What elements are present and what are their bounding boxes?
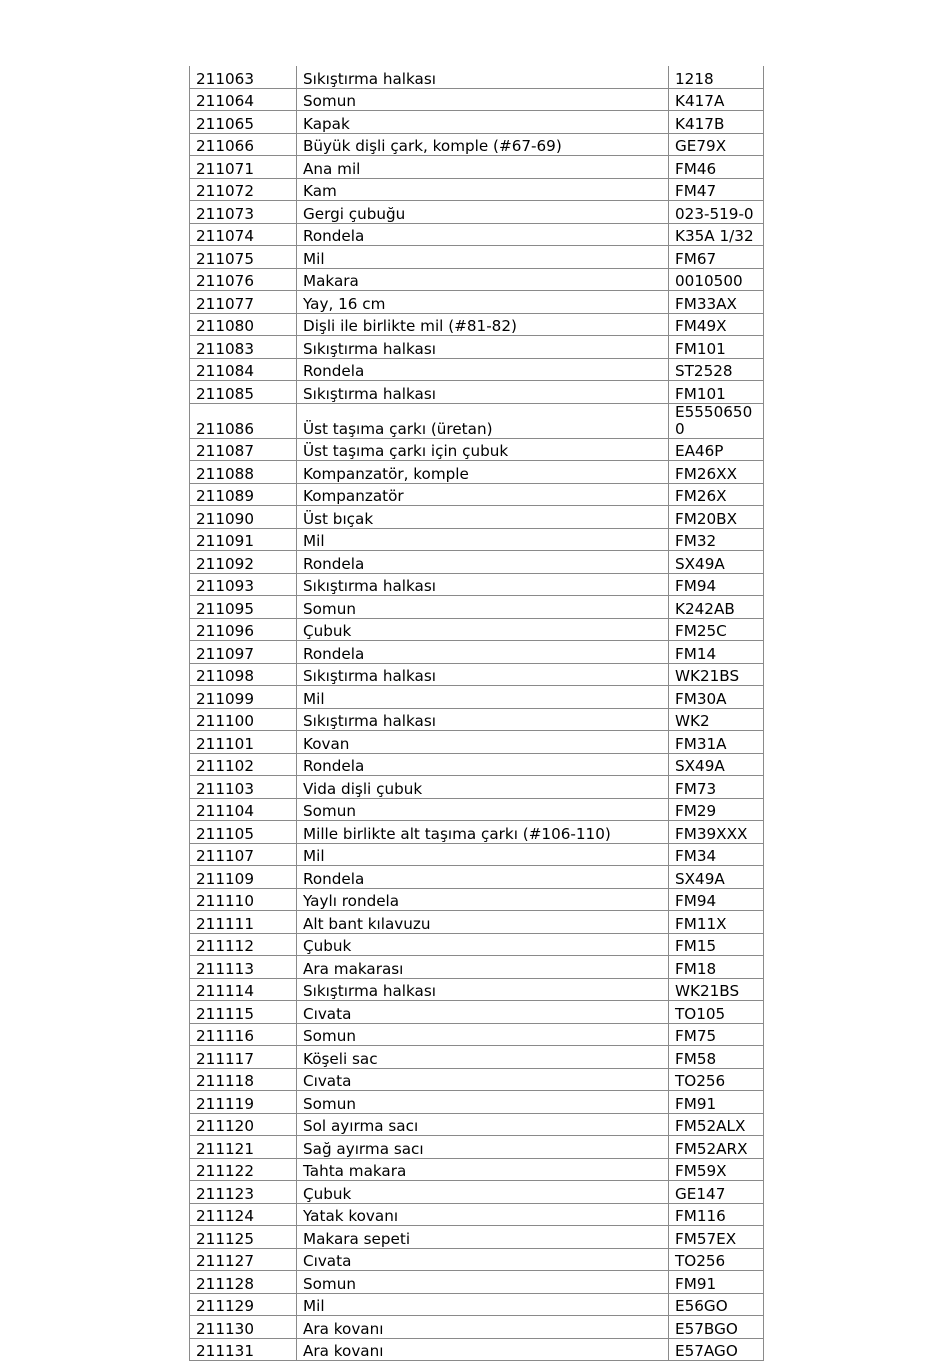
table-row xyxy=(190,1158,764,1181)
part-code-cell: ST2528 xyxy=(669,358,764,381)
part-number-cell: 211099 xyxy=(190,686,297,709)
table-row xyxy=(190,888,764,911)
part-code-cell: FM46 xyxy=(669,156,764,179)
part-name-cell: Üst taşıma çarkı için çubuk xyxy=(297,438,669,461)
part-number-cell: 211113 xyxy=(190,956,297,979)
table-row xyxy=(190,1293,764,1316)
part-number-cell: 211102 xyxy=(190,753,297,776)
part-code-cell: FM94 xyxy=(669,573,764,596)
table-row xyxy=(190,66,764,88)
part-name-cell: Mil xyxy=(297,686,669,709)
table-row xyxy=(190,461,764,484)
part-name-cell: Somun xyxy=(297,1023,669,1046)
part-name-cell: Ara makarası xyxy=(297,956,669,979)
part-code-cell: FM32 xyxy=(669,528,764,551)
part-code-cell: FM31A xyxy=(669,731,764,754)
part-code-cell: 0010500 xyxy=(669,268,764,291)
part-name-cell: Mil xyxy=(297,1293,669,1316)
table-row xyxy=(190,201,764,224)
part-number-cell: 211065 xyxy=(190,111,297,134)
part-number-cell: 211110 xyxy=(190,888,297,911)
part-name-cell: Kompanzatör, komple xyxy=(297,461,669,484)
table-row xyxy=(190,1136,764,1159)
part-code-cell: FM49X xyxy=(669,313,764,336)
part-name-cell: Makara xyxy=(297,268,669,291)
part-number-cell: 211090 xyxy=(190,506,297,529)
part-code-cell: K417A xyxy=(669,88,764,111)
part-number-cell: 211117 xyxy=(190,1046,297,1069)
part-code-cell: FM25C xyxy=(669,618,764,641)
part-code-cell: FM29 xyxy=(669,798,764,821)
part-code-cell: FM26X xyxy=(669,483,764,506)
part-code-cell: WK2 xyxy=(669,708,764,731)
part-code-cell: FM11X xyxy=(669,911,764,934)
part-number-cell: 211105 xyxy=(190,821,297,844)
part-number-cell: 211091 xyxy=(190,528,297,551)
part-code-cell: TO256 xyxy=(669,1068,764,1091)
part-name-cell: Mil xyxy=(297,843,669,866)
part-code-cell: FM52ALX xyxy=(669,1113,764,1136)
part-number-cell: 211098 xyxy=(190,663,297,686)
table-row xyxy=(190,1203,764,1226)
part-code-cell: FM67 xyxy=(669,246,764,269)
table-row xyxy=(190,978,764,1001)
part-number-cell: 211074 xyxy=(190,223,297,246)
part-code-cell: GE147 xyxy=(669,1181,764,1204)
table-row xyxy=(190,596,764,619)
table-row xyxy=(190,483,764,506)
part-number-cell: 211071 xyxy=(190,156,297,179)
table-row xyxy=(190,178,764,201)
table-row xyxy=(190,268,764,291)
part-number-cell: 211111 xyxy=(190,911,297,934)
part-code-cell: K242AB xyxy=(669,596,764,619)
table-row xyxy=(190,551,764,574)
part-number-cell: 211085 xyxy=(190,381,297,404)
table-row xyxy=(190,438,764,461)
part-code-cell: FM73 xyxy=(669,776,764,799)
part-name-cell: Somun xyxy=(297,798,669,821)
part-number-cell: 211112 xyxy=(190,933,297,956)
part-number-cell: 211116 xyxy=(190,1023,297,1046)
part-name-cell: Sağ ayırma sacı xyxy=(297,1136,669,1159)
part-name-cell: Yatak kovanı xyxy=(297,1203,669,1226)
part-code-cell: SX49A xyxy=(669,866,764,889)
part-name-cell: Sıkıştırma halkası xyxy=(297,663,669,686)
part-name-cell: Rondela xyxy=(297,753,669,776)
part-code-cell: FM91 xyxy=(669,1091,764,1114)
table-row xyxy=(190,291,764,314)
table-row xyxy=(190,111,764,134)
part-name-cell: Sıkıştırma halkası xyxy=(297,336,669,359)
table-row xyxy=(190,866,764,889)
part-name-cell: Somun xyxy=(297,596,669,619)
table-row xyxy=(190,133,764,156)
table-row xyxy=(190,1113,764,1136)
part-code-cell: 1218 xyxy=(669,66,764,88)
part-name-cell: Üst taşıma çarkı (üretan) xyxy=(297,403,669,438)
part-number-cell: 211093 xyxy=(190,573,297,596)
part-code-cell: FM52ARX xyxy=(669,1136,764,1159)
table-row xyxy=(190,1068,764,1091)
part-name-cell: Çubuk xyxy=(297,933,669,956)
part-code-cell: SX49A xyxy=(669,753,764,776)
part-name-cell: Ana mil xyxy=(297,156,669,179)
part-code-cell: E57BGO xyxy=(669,1316,764,1339)
table-row xyxy=(190,223,764,246)
table-row xyxy=(190,336,764,359)
part-name-cell: Ara kovanı xyxy=(297,1316,669,1339)
part-name-cell: Sıkıştırma halkası xyxy=(297,978,669,1001)
part-code-cell: FM94 xyxy=(669,888,764,911)
part-number-cell: 211089 xyxy=(190,483,297,506)
part-number-cell: 211128 xyxy=(190,1271,297,1294)
part-code-cell: TO105 xyxy=(669,1001,764,1024)
parts-table xyxy=(189,66,764,1361)
table-row xyxy=(190,1271,764,1294)
part-number-cell: 211096 xyxy=(190,618,297,641)
table-row xyxy=(190,1023,764,1046)
part-code-cell: GE79X xyxy=(669,133,764,156)
table-row xyxy=(190,528,764,551)
part-code-cell: E56GO xyxy=(669,1293,764,1316)
part-code-cell: FM91 xyxy=(669,1271,764,1294)
table-row xyxy=(190,1001,764,1024)
part-number-cell: 211100 xyxy=(190,708,297,731)
table-row xyxy=(190,381,764,404)
part-code-cell: FM101 xyxy=(669,381,764,404)
part-number-cell: 211119 xyxy=(190,1091,297,1114)
part-name-cell: Sıkıştırma halkası xyxy=(297,381,669,404)
table-row xyxy=(190,358,764,381)
table-row xyxy=(190,843,764,866)
part-name-cell: Gergi çubuğu xyxy=(297,201,669,224)
part-code-cell: FM18 xyxy=(669,956,764,979)
part-number-cell: 211084 xyxy=(190,358,297,381)
table-row xyxy=(190,313,764,336)
part-name-cell: Kapak xyxy=(297,111,669,134)
part-code-cell: FM58 xyxy=(669,1046,764,1069)
part-name-cell: Somun xyxy=(297,88,669,111)
table-row xyxy=(190,821,764,844)
part-code-cell: FM116 xyxy=(669,1203,764,1226)
part-code-cell: WK21BS xyxy=(669,663,764,686)
part-code-cell: FM47 xyxy=(669,178,764,201)
part-number-cell: 211125 xyxy=(190,1226,297,1249)
part-name-cell: Kompanzatör xyxy=(297,483,669,506)
table-row xyxy=(190,933,764,956)
part-number-cell: 211103 xyxy=(190,776,297,799)
part-name-cell: Sol ayırma sacı xyxy=(297,1113,669,1136)
part-number-cell: 211066 xyxy=(190,133,297,156)
part-number-cell: 211122 xyxy=(190,1158,297,1181)
part-number-cell: 211124 xyxy=(190,1203,297,1226)
table-row xyxy=(190,1226,764,1249)
part-code-cell: FM33AX xyxy=(669,291,764,314)
part-number-cell: 211075 xyxy=(190,246,297,269)
table-row xyxy=(190,753,764,776)
part-name-cell: Çubuk xyxy=(297,618,669,641)
part-number-cell: 211114 xyxy=(190,978,297,1001)
part-name-cell: Vida dişli çubuk xyxy=(297,776,669,799)
part-name-cell: Ara kovanı xyxy=(297,1338,669,1361)
part-name-cell: Tahta makara xyxy=(297,1158,669,1181)
table-row xyxy=(190,246,764,269)
part-code-cell: 023-519-0 xyxy=(669,201,764,224)
part-name-cell: Mil xyxy=(297,528,669,551)
table-row xyxy=(190,1248,764,1271)
part-code-cell: FM14 xyxy=(669,641,764,664)
part-number-cell: 211095 xyxy=(190,596,297,619)
parts-table-body xyxy=(190,66,764,1361)
table-row xyxy=(190,88,764,111)
table-row xyxy=(190,403,764,438)
part-code-cell: FM75 xyxy=(669,1023,764,1046)
part-name-cell: Somun xyxy=(297,1091,669,1114)
part-name-cell: Cıvata xyxy=(297,1068,669,1091)
part-name-cell: Cıvata xyxy=(297,1248,669,1271)
table-row xyxy=(190,663,764,686)
part-code-cell: WK21BS xyxy=(669,978,764,1001)
part-name-cell: Büyük dişli çark, komple (#67-69) xyxy=(297,133,669,156)
part-number-cell: 211064 xyxy=(190,88,297,111)
table-row xyxy=(190,1181,764,1204)
table-row xyxy=(190,573,764,596)
part-name-cell: Sıkıştırma halkası xyxy=(297,708,669,731)
part-number-cell: 211123 xyxy=(190,1181,297,1204)
part-number-cell: 211076 xyxy=(190,268,297,291)
part-code-cell: FM26XX xyxy=(669,461,764,484)
part-code-cell: E57AGO xyxy=(669,1338,764,1361)
table-row xyxy=(190,708,764,731)
part-number-cell: 211120 xyxy=(190,1113,297,1136)
part-number-cell: 211088 xyxy=(190,461,297,484)
part-number-cell: 211109 xyxy=(190,866,297,889)
part-number-cell: 211104 xyxy=(190,798,297,821)
part-name-cell: Kam xyxy=(297,178,669,201)
part-number-cell: 211129 xyxy=(190,1293,297,1316)
part-name-cell: Cıvata xyxy=(297,1001,669,1024)
part-name-cell: Alt bant kılavuzu xyxy=(297,911,669,934)
part-name-cell: Mil xyxy=(297,246,669,269)
table-row xyxy=(190,956,764,979)
part-number-cell: 211107 xyxy=(190,843,297,866)
part-code-cell: FM30A xyxy=(669,686,764,709)
part-name-cell: Rondela xyxy=(297,641,669,664)
part-number-cell: 211118 xyxy=(190,1068,297,1091)
part-name-cell: Üst bıçak xyxy=(297,506,669,529)
part-name-cell: Sıkıştırma halkası xyxy=(297,573,669,596)
part-name-cell: Yaylı rondela xyxy=(297,888,669,911)
table-row xyxy=(190,798,764,821)
part-name-cell: Dişli ile birlikte mil (#81-82) xyxy=(297,313,669,336)
part-code-cell: FM39XXX xyxy=(669,821,764,844)
table-row xyxy=(190,911,764,934)
part-code-cell: EA46P xyxy=(669,438,764,461)
part-name-cell: Mille birlikte alt taşıma çarkı (#106-110) xyxy=(297,821,669,844)
part-name-cell: Rondela xyxy=(297,551,669,574)
part-name-cell: Rondela xyxy=(297,866,669,889)
part-code-cell: FM57EX xyxy=(669,1226,764,1249)
part-number-cell: 211115 xyxy=(190,1001,297,1024)
part-code-cell: K417B xyxy=(669,111,764,134)
part-name-cell: Kovan xyxy=(297,731,669,754)
part-code-cell: SX49A xyxy=(669,551,764,574)
table-row xyxy=(190,641,764,664)
part-number-cell: 211097 xyxy=(190,641,297,664)
table-row xyxy=(190,731,764,754)
table-row xyxy=(190,1091,764,1114)
part-code-cell: FM20BX xyxy=(669,506,764,529)
table-row xyxy=(190,1046,764,1069)
part-name-cell: Rondela xyxy=(297,223,669,246)
table-row xyxy=(190,1316,764,1339)
part-code-cell: FM101 xyxy=(669,336,764,359)
part-name-cell: Çubuk xyxy=(297,1181,669,1204)
part-code-cell: TO256 xyxy=(669,1248,764,1271)
part-number-cell: 211077 xyxy=(190,291,297,314)
part-number-cell: 211086 xyxy=(190,403,297,438)
part-code-cell: FM59X xyxy=(669,1158,764,1181)
table-row xyxy=(190,686,764,709)
part-number-cell: 211073 xyxy=(190,201,297,224)
part-number-cell: 211092 xyxy=(190,551,297,574)
part-number-cell: 211072 xyxy=(190,178,297,201)
table-row xyxy=(190,506,764,529)
part-number-cell: 211101 xyxy=(190,731,297,754)
part-code-cell: FM15 xyxy=(669,933,764,956)
part-number-cell: 211087 xyxy=(190,438,297,461)
table-row xyxy=(190,156,764,179)
part-name-cell: Sıkıştırma halkası xyxy=(297,66,669,88)
part-number-cell: 211080 xyxy=(190,313,297,336)
part-name-cell: Somun xyxy=(297,1271,669,1294)
part-name-cell: Köşeli sac xyxy=(297,1046,669,1069)
table-row xyxy=(190,776,764,799)
part-number-cell: 211127 xyxy=(190,1248,297,1271)
table-row xyxy=(190,1338,764,1361)
part-number-cell: 211121 xyxy=(190,1136,297,1159)
part-number-cell: 211130 xyxy=(190,1316,297,1339)
part-name-cell: Yay, 16 cm xyxy=(297,291,669,314)
part-number-cell: 211063 xyxy=(190,66,297,88)
part-number-cell: 211131 xyxy=(190,1338,297,1361)
part-number-cell: 211083 xyxy=(190,336,297,359)
part-name-cell: Rondela xyxy=(297,358,669,381)
part-code-cell: K35A 1/32 xyxy=(669,223,764,246)
part-name-cell: Makara sepeti xyxy=(297,1226,669,1249)
part-code-cell: FM34 xyxy=(669,843,764,866)
table-row xyxy=(190,618,764,641)
part-code-cell: E55506500 xyxy=(669,403,764,438)
